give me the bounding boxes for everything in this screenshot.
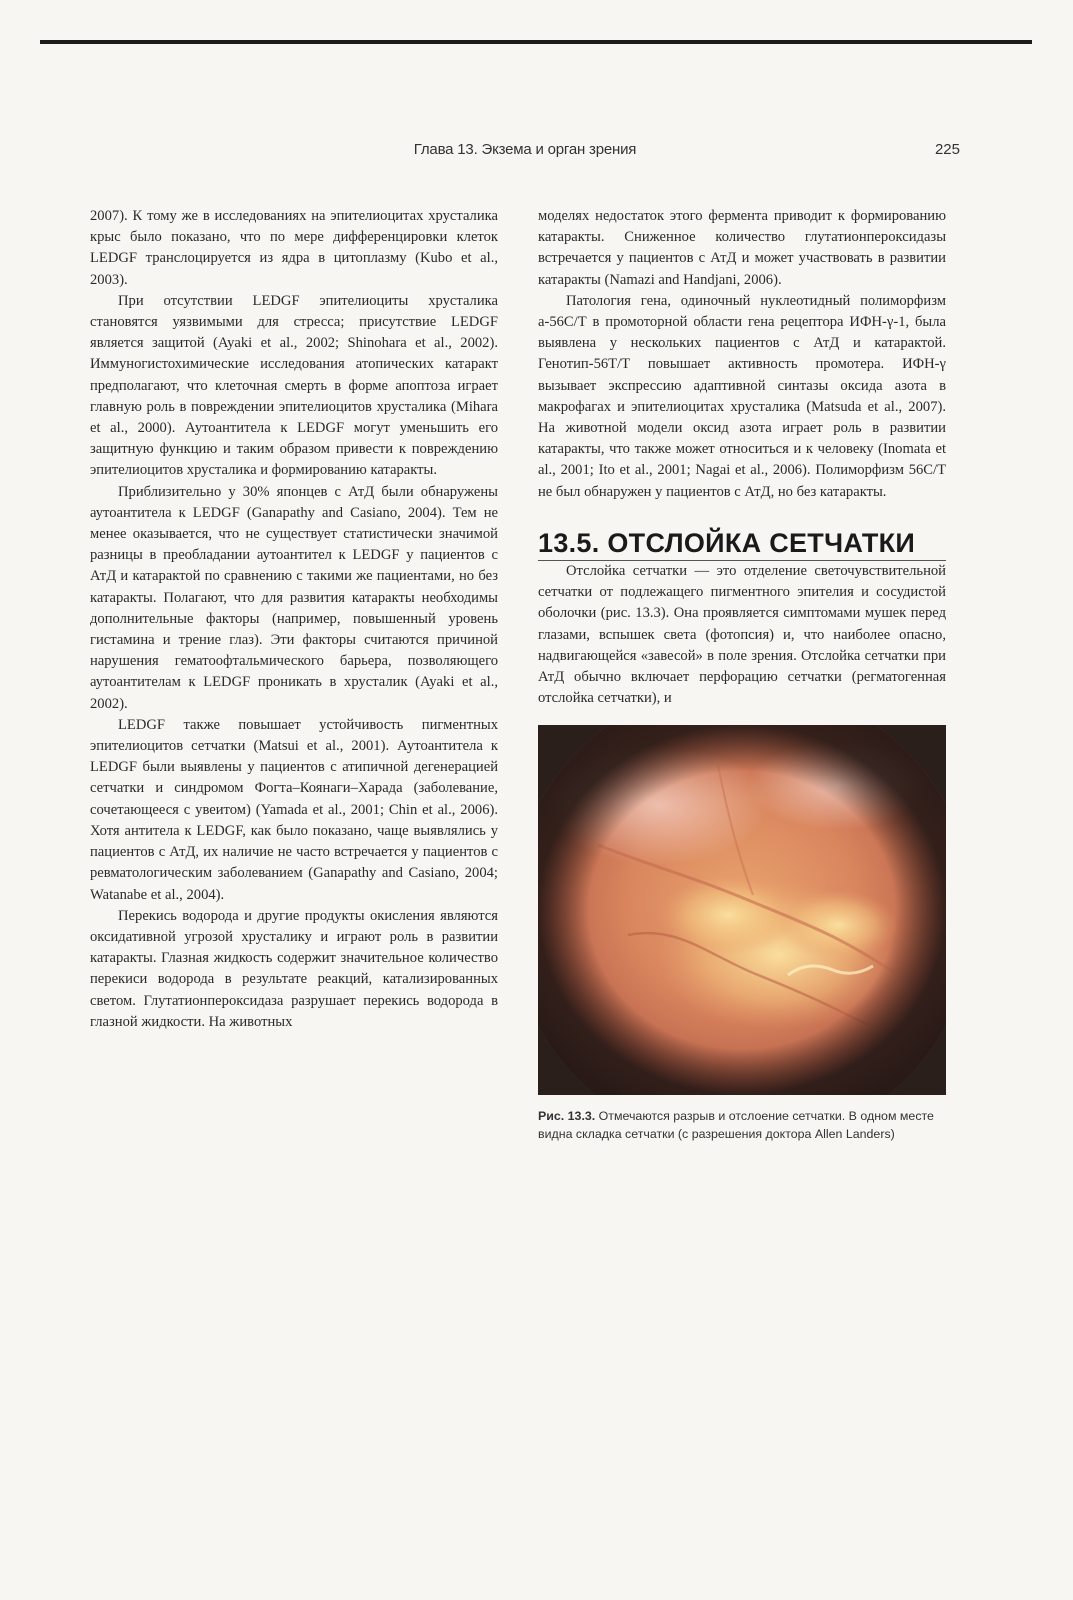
figure-caption xyxy=(538,1107,946,1143)
right-column xyxy=(538,206,946,1143)
fundus-photograph xyxy=(538,725,946,1095)
paragraph: При отсутствии LEDGF эпителиоциты хрусталика становятся уязвимыми для стресса; присутствие LEDGF является защитой (Ayaki et al., 2002; Shinohara et al., 2002). Иммуногистохимические исследования атопических катаракт предполагают, что клеточная смерть в форме апоптоза играет главную роль в повреждении эпителиоцитов хрусталика (Mihara et al., 2000). Аутоантитела к LEDGF могут уменьшить его защитную функцию и таким образом привести к повреждению эпителиоцитов хрусталика и формированию катаракты. xyxy=(90,292,498,479)
paragraph: моделях недостаток этого фермента приводит к формированию катаракты. Сниженное количество глутатионпероксидазы встречается у пациентов с АтД и может участвовать в развитии катаракты (Namazi and Handjani, 2006). xyxy=(538,208,946,288)
section-paragraph: Отслойка сетчатки — это отделение светочувствительной сетчатки от подлежащего пигментного эпителия и сосудистой оболочки (рис. 13.3). Она проявляется симптомами мушек перед глазами, вспышек света (фотопсия) и, что наиболее опасно, надвигающейся «завесой» в поле зрения. Отслойка сетчатки при АтД обычно включает перфорацию сетчатки (регматогенная отслойка сетчатки), и xyxy=(538,563,946,707)
retina-image xyxy=(538,725,946,1095)
page-number: 225 xyxy=(934,141,960,158)
running-header xyxy=(90,141,960,165)
chapter-title: Глава 13. Экзема и орган зрения xyxy=(413,141,637,158)
paragraph: Перекись водорода и другие продукты окисления являются оксидативной угрозой хрусталику и играют роль в развитии катаракты. Глазная жидкость содержит значительное количество перекиси водорода в результате реакций, катализированных светом. Глутатионпероксидаза разрушает перекись водорода в глазной жидкости. На животных xyxy=(90,907,498,1030)
caption-text: Отмечаются разрыв и отслоение сетчатки. В одном месте видна складка сетчатки (с разрешения доктора Allen Landers) xyxy=(538,1109,934,1142)
top-rule xyxy=(40,40,1032,44)
caption-label: Рис. 13.3. xyxy=(538,1109,596,1124)
section-heading: 13.5. ОТСЛОЙКА СЕТЧАТКИ xyxy=(538,533,946,561)
left-column xyxy=(90,206,498,1033)
paragraph: Патология гена, одиночный нуклеотидный полиморфизм а-56С/Т в промоторной области гена рецептора ИФН-γ-1, была выявлена у нескольких пациентов с АтД и катарактой. Генотип-56Т/Т повышает активность промотера. ИФН-γ вызывает экспрессию адаптивной синтазы оксида азота в макрофагах и эпителиоцитах хрусталика (Matsuda et al., 2007). На животной модели оксид азота играет роль в развитии катаракты, что также может относиться и к человеку (Inomata et al., 2001; Ito et al., 2001; Nagai et al., 2006). Полиморфизм 56С/Т не был обнаружен у пациентов с АтД, но без катаракты. xyxy=(538,292,946,500)
paragraph: LEDGF также повышает устойчивость пигментных эпителиоцитов сетчатки (Matsui et al., 2001). Аутоантитела к LEDGF были выявлены у пациентов с атипичной дегенерацией сетчатки и синдромом Фогта–Коянаги–Харада (заболевание, сочетающееся с увеитом) (Yamada et al., 2001; Chin et al., 2006). Хотя антитела к LEDGF, как было показано, чаще выявлялись у пациентов с АтД, их наличие не часто встречается у пациентов с ревматологическим заболеванием (Ganapathy and Casiano, 2004; Watanabe et al., 2004). xyxy=(90,716,498,903)
paragraph: Приблизительно у 30% японцев с АтД были обнаружены аутоантитела к LEDGF (Ganapathy and Casiano, 2004). Тем не менее оказывается, что не существует статистически значимой разницы в преобладании аутоантител к LEDGF у пациентов с АтД и катарактой по сравнению с такими же пациентами, но без катаракты. Полагают, что для развития катаракты необходимы дополнительные факторы (например, повышенный уровень гистамина и трение глаз). Эти факторы считаются причиной нарушения гематоофтальмического барьера, позволяющего аутоантителам к LEDGF проникать в хрусталик (Ayaki et al., 2002). xyxy=(90,483,498,712)
paragraph: 2007). К тому же в исследованиях на эпителиоцитах хрусталика крыс было показано, что по мере дифференцировки клеток LEDGF транслоцируется из ядра в цитоплазму (Kubo et al., 2003). xyxy=(90,208,498,288)
